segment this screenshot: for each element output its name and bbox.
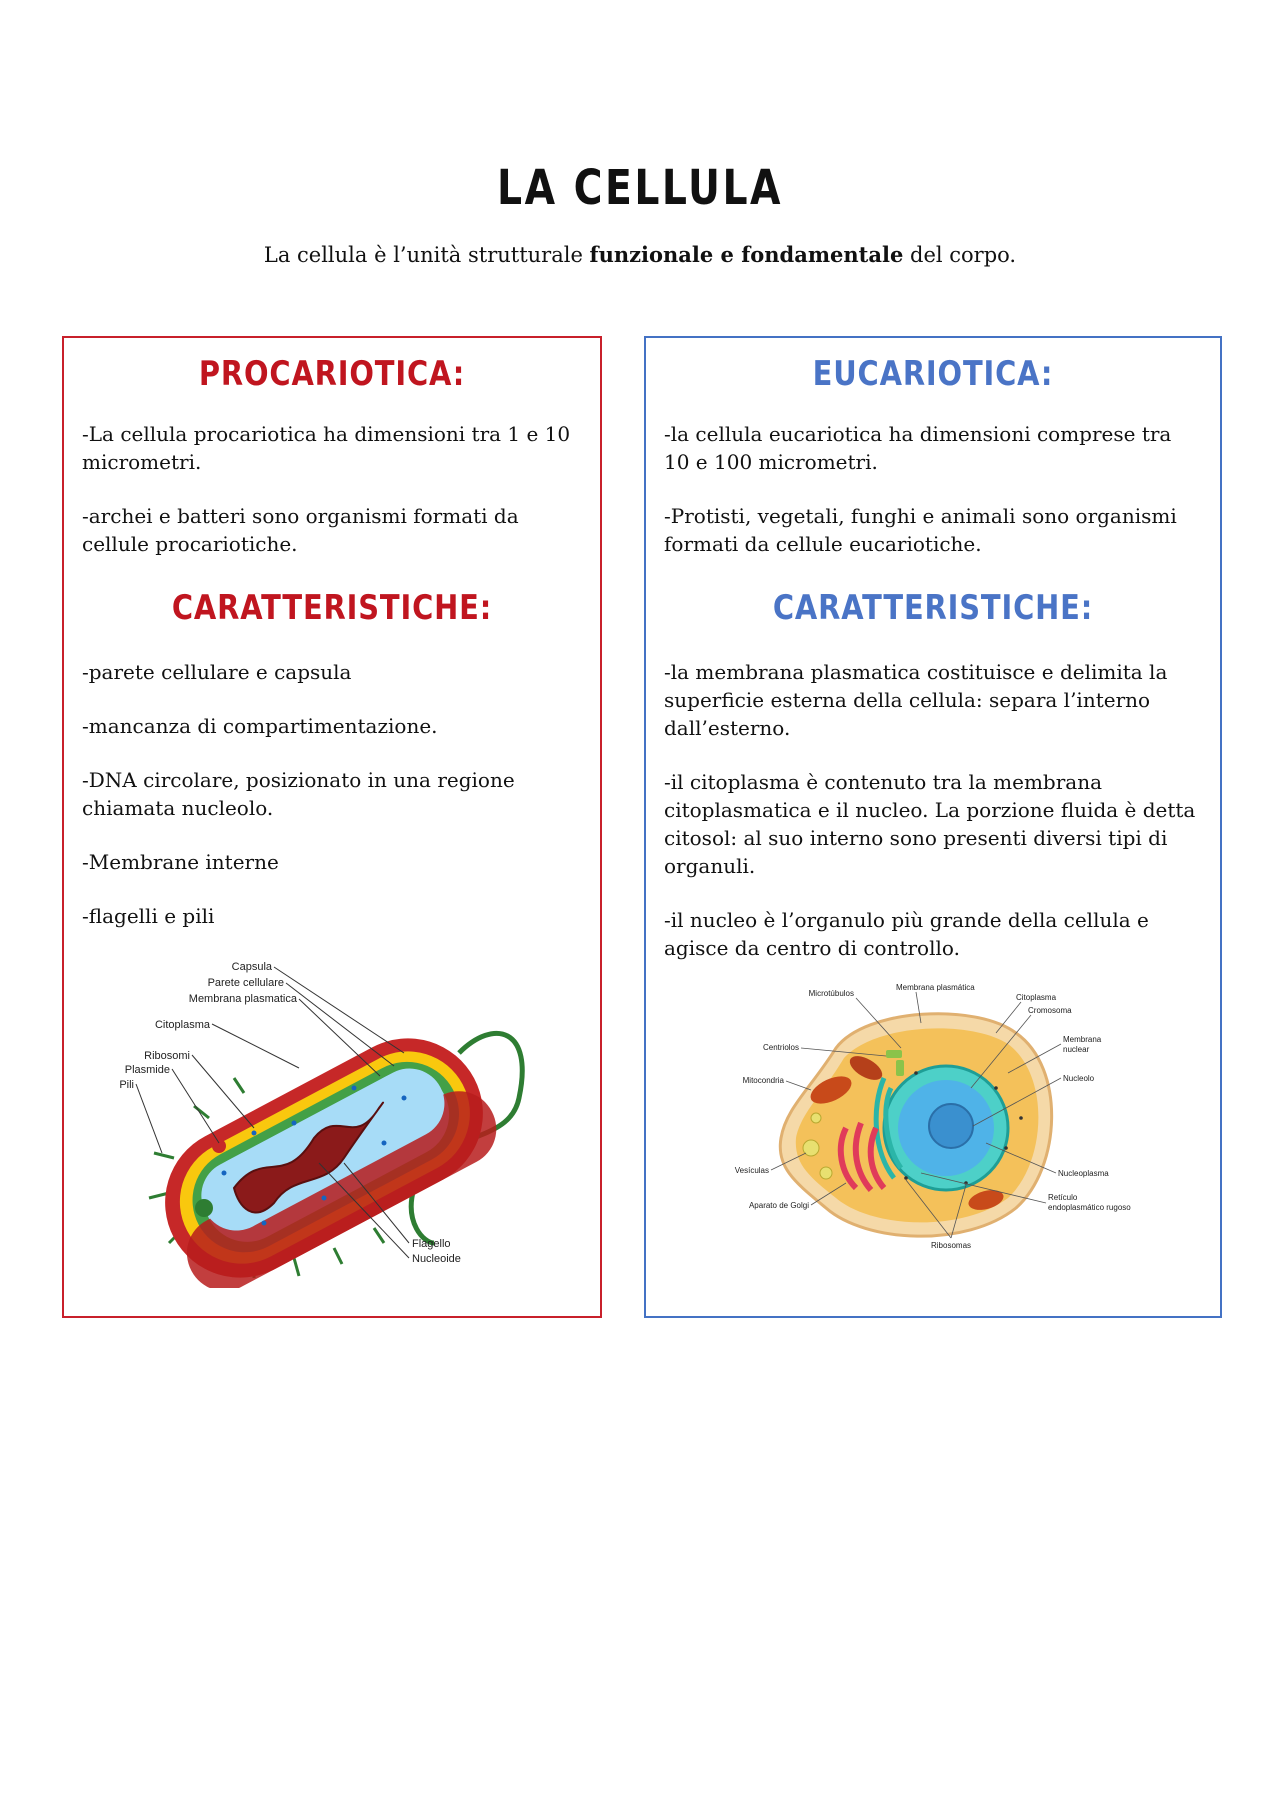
prokaryote-intro	[64, 420, 600, 584]
prokaryote-card	[62, 336, 602, 1318]
label-citoplasma: Citoplasma	[1016, 993, 1057, 1002]
plasmid	[212, 1139, 226, 1153]
intro-sentence	[0, 242, 1280, 267]
eukaryote-features-heading: CARATTERISTICHE:	[772, 588, 1094, 628]
prokaryote-heading: PROCARIOTICA:	[198, 354, 466, 394]
intro-suffix: del corpo.	[903, 243, 1017, 267]
label-plasmide: Plasmide	[124, 1064, 170, 1076]
intro-prefix: La cellula è l’unità strutturale	[263, 243, 590, 267]
prokaryote-diagram	[114, 958, 554, 1288]
eukaryote-intro-paragraph: -la cellula eucariotica ha dimensioni comprese tra 10 e 100 micrometri.	[664, 422, 1172, 474]
eukaryote-heading: EUCARIOTICA:	[812, 354, 1054, 394]
label-cromosoma: Cromosoma	[1028, 1006, 1072, 1015]
label-nucleoide: Nucleoide	[412, 1253, 461, 1265]
label-membrana-nuclear-1: Membrana	[1063, 1035, 1102, 1044]
label-nucleolo: Nucleolo	[1063, 1074, 1095, 1083]
eukaryote-diagram	[716, 978, 1146, 1268]
eukaryote-intro	[646, 420, 1220, 584]
prokaryote-feature: -Membrane interne	[82, 850, 279, 874]
eukaryote-feature: -la membrana plasmatica costituisce e delimita la superficie esterna della cellula: separa l’interno dall’esterno.	[664, 660, 1168, 740]
prokaryote-feature: -flagelli e pili	[82, 904, 215, 928]
label-membrana-nuclear-2: nuclear	[1063, 1045, 1090, 1054]
prokaryote-feature: -DNA circolare, posizionato in una regione chiamata nucleolo.	[82, 768, 515, 820]
label-nucleoplasma: Nucleoplasma	[1058, 1169, 1109, 1178]
label-ribosomas: Ribosomas	[931, 1241, 972, 1250]
label-golgi: Aparato de Golgi	[748, 1201, 809, 1210]
label-flagello: Flagello	[412, 1238, 451, 1250]
label-mitocondria: Mitocondria	[742, 1076, 784, 1085]
label-parete: Parete cellulare	[207, 977, 284, 989]
label-membrana: Membrana plasmatica	[188, 993, 297, 1005]
prokaryote-feature: -mancanza di compartimentazione.	[82, 714, 438, 738]
eukaryote-features	[646, 658, 1220, 988]
label-reticulo-2: endoplasmático rugoso	[1048, 1203, 1131, 1212]
nucleolus	[929, 1104, 973, 1148]
prokaryote-intro-paragraph: -La cellula procariotica ha dimensioni tra 1 e 10 micrometri.	[82, 422, 571, 474]
label-pili: Pili	[119, 1079, 134, 1091]
label-centriolos: Centriolos	[762, 1043, 799, 1052]
prokaryote-features	[64, 658, 600, 956]
inclusion	[195, 1199, 213, 1217]
prokaryote-feature: -parete cellulare e capsula	[82, 660, 352, 684]
page-title: LA CELLULA	[497, 160, 783, 216]
eukaryote-card	[644, 336, 1222, 1318]
label-microtubulos: Microtúbulos	[808, 989, 854, 998]
label-reticulo-1: Retículo	[1048, 1193, 1078, 1202]
prokaryote-intro-paragraph: -archei e batteri sono organismi formati da cellule procariotiche.	[82, 504, 519, 556]
label-membrana-plasmatica: Membrana plasmática	[896, 983, 975, 992]
label-citoplasma: Citoplasma	[154, 1019, 210, 1031]
label-vesiculas: Vesículas	[734, 1166, 769, 1175]
label-ribosomi: Ribosomi	[144, 1050, 190, 1062]
intro-bold: funzionale e fondamentale	[589, 242, 904, 267]
eukaryote-feature: -il nucleo è l’organulo più grande della cellula e agisce da centro di controllo.	[664, 908, 1149, 960]
prokaryote-features-heading: CARATTERISTICHE:	[171, 588, 493, 628]
eukaryote-intro-paragraph: -Protisti, vegetali, funghi e animali sono organismi formati da cellule eucariotiche.	[664, 504, 1177, 556]
eukaryote-feature: -il citoplasma è contenuto tra la membrana citoplasmatica e il nucleo. La porzione fluida è detta citosol: al suo interno sono presenti diversi tipi di organuli.	[664, 770, 1196, 878]
label-capsula: Capsula	[231, 961, 272, 973]
